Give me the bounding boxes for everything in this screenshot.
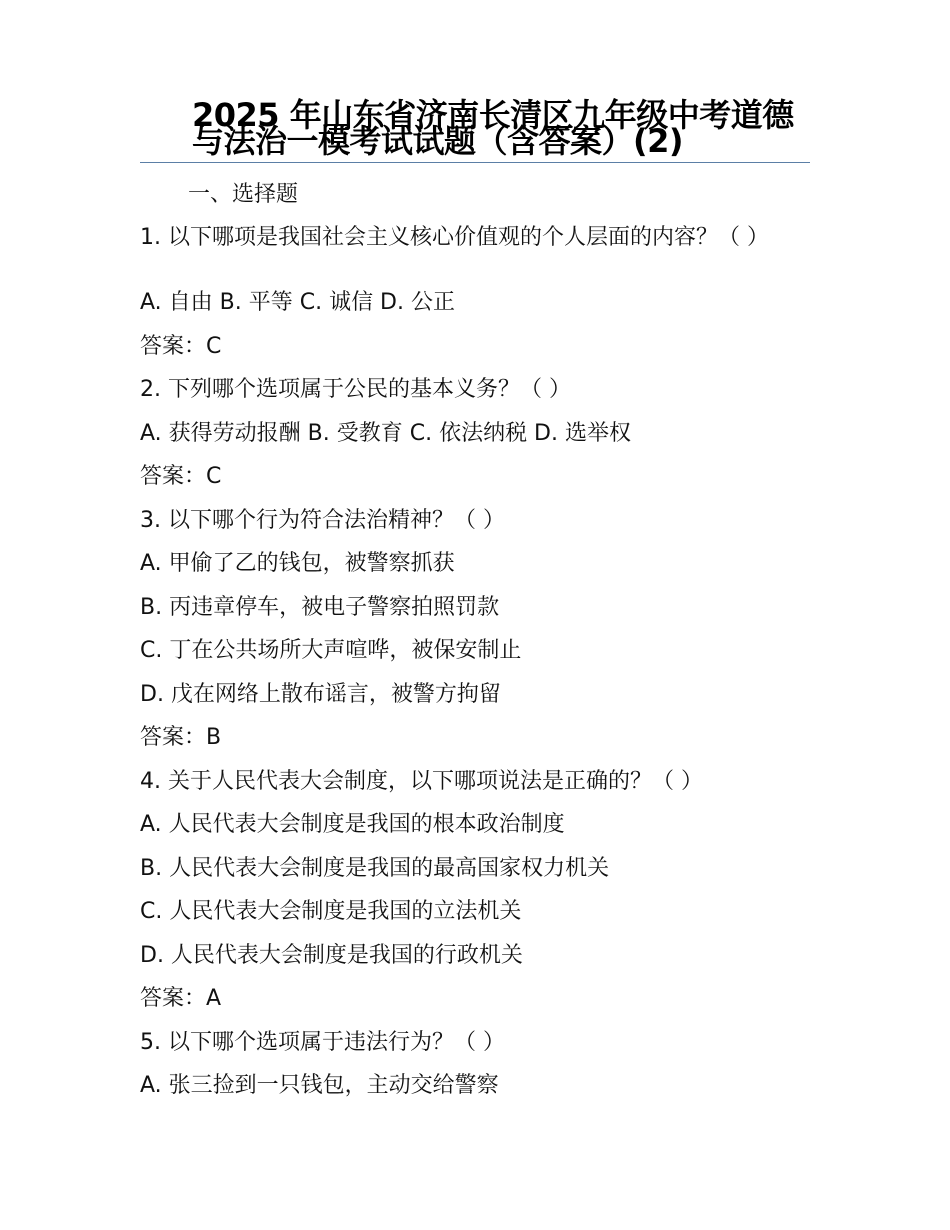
question-3-option-a: A. 甲偷了乙的钱包，被警察抓获 (140, 551, 455, 576)
question-2-answer: 答案：C (140, 464, 222, 489)
question-1-answer: 答案：C (140, 334, 222, 359)
question-4-option-d: D. 人民代表大会制度是我国的行政机关 (140, 943, 523, 968)
question-1-text: 1. 以下哪项是我国社会主义核心价值观的个人层面的内容？（ ） (140, 225, 769, 250)
page-title: 2025 年山东省济南长清区九年级中考道德与法治一模考试试题（含答案）(2) (192, 96, 794, 160)
question-3-option-b: B. 丙违章停车，被电子警察拍照罚款 (140, 595, 500, 620)
question-4-option-b: B. 人民代表大会制度是我国的最高国家权力机关 (140, 856, 610, 881)
question-5-text: 5. 以下哪个选项属于违法行为？（ ） (140, 1030, 505, 1055)
question-1-options: A. 自由 B. 平等 C. 诚信 D. 公正 (140, 290, 455, 315)
title-block (140, 96, 810, 163)
question-3-option-d: D. 戊在网络上散布谣言，被警方拘留 (140, 682, 501, 707)
question-4-answer: 答案：A (140, 986, 222, 1011)
question-3-answer: 答案：B (140, 725, 222, 750)
question-2-options: A. 获得劳动报酬 B. 受教育 C. 依法纳税 D. 选举权 (140, 421, 631, 446)
section-heading: 一、选择题 (188, 182, 299, 207)
question-3-text: 3. 以下哪个行为符合法治精神？（ ） (140, 508, 505, 533)
question-2-text: 2. 下列哪个选项属于公民的基本义务？（ ） (140, 377, 571, 402)
question-3-option-c: C. 丁在公共场所大声喧哗，被保安制止 (140, 638, 522, 663)
question-4-text: 4. 关于人民代表大会制度，以下哪项说法是正确的？（ ） (140, 769, 703, 794)
question-4-option-a: A. 人民代表大会制度是我国的根本政治制度 (140, 812, 565, 837)
question-4-option-c: C. 人民代表大会制度是我国的立法机关 (140, 899, 522, 924)
question-5-option-a: A. 张三捡到一只钱包，主动交给警察 (140, 1073, 499, 1098)
